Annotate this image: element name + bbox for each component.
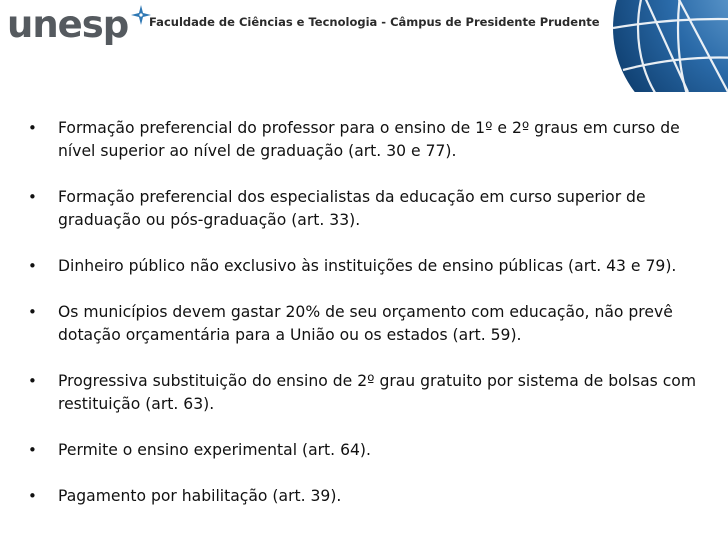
slide-content <box>28 117 718 531</box>
bullet-dot-icon: • <box>28 487 37 505</box>
list-item-text: Permite o ensino experimental (art. 64). <box>58 441 371 459</box>
globe-icon <box>568 0 728 92</box>
slide-header <box>0 0 728 92</box>
list-item <box>28 117 718 163</box>
list-item <box>28 255 718 278</box>
list-item-text: Pagamento por habilitação (art. 39). <box>58 487 342 505</box>
unesp-logo <box>7 4 152 46</box>
bullet-dot-icon: • <box>28 303 37 321</box>
list-item <box>28 301 718 347</box>
bullet-dot-icon: • <box>28 119 37 137</box>
list-item-text: Os municípios devem gastar 20% de seu orçamento com educação, não prevê dotação orçamentária para a União ou os estados (art. 59). <box>58 303 673 344</box>
list-item <box>28 485 718 508</box>
faculty-title: Faculdade de Ciências e Tecnologia - Câmpus de Presidente Prudente <box>149 15 600 29</box>
list-item-text: Formação preferencial dos especialistas da educação em curso superior de graduação ou pós-graduação (art. 33). <box>58 188 646 229</box>
bullet-dot-icon: • <box>28 441 37 459</box>
list-item <box>28 439 718 462</box>
bullet-dot-icon: • <box>28 372 37 390</box>
list-item <box>28 186 718 232</box>
bullet-list <box>28 117 718 508</box>
list-item-text: Progressiva substituição do ensino de 2º grau gratuito por sistema de bolsas com restituição (art. 63). <box>58 372 697 413</box>
bullet-dot-icon: • <box>28 188 37 206</box>
bullet-dot-icon: • <box>28 257 37 275</box>
list-item <box>28 370 718 416</box>
logo-text: unesp <box>7 3 129 46</box>
list-item-text: Dinheiro público não exclusivo às instituições de ensino públicas (art. 43 e 79). <box>58 257 677 275</box>
list-item-text: Formação preferencial do professor para o ensino de 1º e 2º graus em curso de nível superior ao nível de graduação (art. 30 e 77). <box>58 119 680 160</box>
